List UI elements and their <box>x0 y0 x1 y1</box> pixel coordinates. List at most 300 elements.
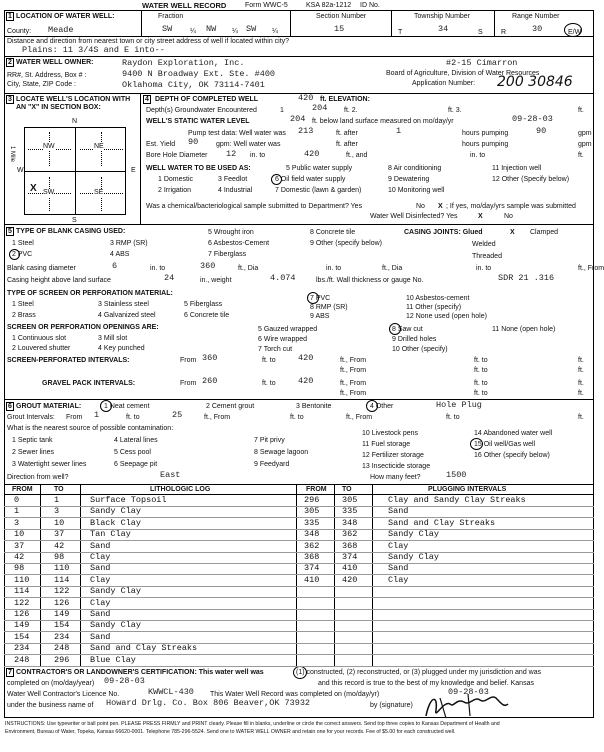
well-location-mark: X <box>30 183 37 194</box>
plug-from: 362 <box>304 540 320 551</box>
groundwater-ft3: ft. 3. <box>448 107 462 114</box>
source-option: 10 Livestock pens <box>362 430 419 437</box>
casing-type: 6 Asbestos-Cement <box>208 240 270 247</box>
ft-to: ft. to <box>474 390 488 397</box>
plug-description: Sandy Clay <box>388 552 440 562</box>
ft-from: ft., From <box>340 380 367 387</box>
circle-mark <box>307 292 319 304</box>
divider <box>4 56 594 57</box>
ft-to: ft. to <box>474 367 488 374</box>
grout-to: 25 <box>172 410 183 420</box>
pump-hours: 1 <box>396 126 402 136</box>
use-option: 4 Industrial <box>218 187 253 194</box>
grout-neat-cement: 1 Neat cement <box>104 403 150 410</box>
casing-type: 3 RMP (SR) <box>110 240 148 247</box>
business-label: under the business name of <box>7 702 94 709</box>
use-option: 5 Public water supply <box>286 165 353 172</box>
chem-tail: ; If yes, mo/day/yrs sample was submitted <box>446 203 576 210</box>
circle-mark <box>366 400 378 412</box>
casing-depth: 360 <box>200 261 216 271</box>
circle-mark <box>293 666 307 679</box>
plug-description: Clay and Sandy Clay Streaks <box>388 495 526 505</box>
feet-value: 1500 <box>446 470 467 480</box>
county-value: Meade <box>48 25 74 35</box>
perforated-label: SCREEN-PERFORATED INTERVALS: <box>7 357 130 364</box>
grout-other: 4 Other <box>370 403 394 410</box>
record-date: 09-28-03 <box>448 687 489 697</box>
ft-and: ft., and <box>346 152 368 159</box>
log-row <box>6 632 296 642</box>
casing-type: 4 ABS <box>110 251 130 258</box>
east-label: E <box>131 167 136 174</box>
plug-from: 305 <box>304 506 320 517</box>
casing-type: 1 Steel <box>12 240 34 247</box>
log-row <box>6 598 296 608</box>
application-label: Application Number: <box>412 80 476 87</box>
log-from: 248 <box>14 654 30 665</box>
ft-from: ft., From <box>340 390 367 397</box>
grout-option: 2 Cement grout <box>206 403 255 410</box>
circle-mark <box>9 249 20 260</box>
log-from: 122 <box>14 597 30 608</box>
plug-to: 305 <box>342 495 358 505</box>
plug-from: 368 <box>304 552 320 562</box>
form-number: Form WWC-5 <box>245 2 288 9</box>
quarter-mark: ¼ <box>190 28 196 35</box>
gravel-from: 260 <box>202 376 218 386</box>
plug-to-header: TO <box>342 486 352 493</box>
log-to: 37 <box>54 529 65 540</box>
use-option: 11 Injection well <box>492 165 542 172</box>
disinfected-mark: X <box>478 213 483 220</box>
fraction-1: SW <box>162 24 173 34</box>
plug-to: 368 <box>342 540 358 551</box>
log-to: 114 <box>54 574 70 585</box>
disinfected-question: Water Well Disinfected? Yes <box>370 213 458 220</box>
feet-label: How many feet? <box>370 474 421 481</box>
ft-dia: ft., Dia <box>238 265 259 272</box>
instructions-line-1: INSTRUCTIONS: Use typewriter or ball point pen. PLEASE PRESS FIRMLY and PRINT clearly. Please fill in blanks, underline or circle the correct answers. Send top three copies to Kansas Department of Health and <box>5 721 500 727</box>
ft-from: ft., From <box>340 367 367 374</box>
to-label: ft. to <box>126 414 140 421</box>
owner-city: Oklahoma City, OK 73114-7401 <box>122 80 265 90</box>
plug-from: 374 <box>304 563 320 574</box>
log-to: 248 <box>54 643 70 654</box>
ft-label: ft. <box>578 414 584 421</box>
circle-mark <box>389 323 401 335</box>
business-name: Howard Drlg. Co. Box 806 Beaver,OK 73932 <box>106 698 311 708</box>
source-option: 7 Pit privy <box>254 437 285 444</box>
plug-to: 362 <box>342 529 358 540</box>
ft-from: ft., From <box>340 357 367 364</box>
grout-option: 3 Bentonite <box>296 403 332 410</box>
gpm-label: gpm <box>578 130 592 137</box>
plug-row <box>296 575 592 585</box>
screen-type: 9 ABS <box>310 313 330 320</box>
fraction-2: NW <box>206 24 217 34</box>
range-number: 30 <box>532 24 543 34</box>
to-label: ft. to <box>446 414 460 421</box>
plug-from: 410 <box>304 574 320 585</box>
opening-type: 6 Wire wrapped <box>258 336 308 343</box>
log-to: 42 <box>54 540 65 551</box>
groundwater-value: 204 <box>312 103 328 113</box>
plug-row <box>296 518 592 528</box>
log-from: 1 <box>14 506 20 517</box>
use-option: 9 Dewatering <box>388 176 430 183</box>
pump-test-label: Pump test data: Well water was <box>188 130 286 137</box>
completed-date: 09-28-03 <box>104 676 145 686</box>
quarter-mark: ¼ <box>232 28 238 35</box>
in-to: in. to <box>326 265 342 272</box>
signature <box>420 687 512 722</box>
screen-type: 12 None used (open hole) <box>406 313 487 320</box>
log-to-header: TO <box>54 486 64 493</box>
casing-joints: CASING JOINTS: Glued <box>404 229 483 236</box>
log-to: 149 <box>54 609 70 619</box>
plug-to: 420 <box>342 574 358 585</box>
in-to: in. to <box>476 265 492 272</box>
log-description: Clay <box>90 574 111 585</box>
screen-type: 6 Concrete tile <box>184 312 230 319</box>
screen-type: 8 RMP (SR) <box>310 304 348 311</box>
section-5-number: 5 <box>6 227 14 236</box>
log-description: Blue Clay <box>90 654 136 665</box>
ft-from: ft., From <box>204 414 231 421</box>
fraction-3: SW <box>246 24 257 34</box>
pump-after: ft. after <box>336 141 358 148</box>
pump-gpm: 90 <box>536 126 547 136</box>
owner-name: Raydon Exploration, Inc. <box>122 58 245 68</box>
pump-value: 213 <box>298 126 314 136</box>
elevation-label: ft. ELEVATION: <box>320 96 370 103</box>
certification-options: (1) constructed, (2) reconstructed, or (3) plugged under my jurisdiction and was <box>296 669 542 676</box>
ft-label: ft. <box>578 380 584 387</box>
opening-type: 5 Gauzed wrapped <box>258 326 318 333</box>
section-3-title-2: AN "X" IN SECTION BOX: <box>16 104 101 111</box>
log-row <box>6 541 296 551</box>
log-from: 234 <box>14 643 30 654</box>
screen-type: 2 Brass <box>12 312 36 319</box>
section-3-number: 3 <box>6 95 14 104</box>
grout-other-value: Hole Plug <box>436 400 482 410</box>
grout-interval-label: Grout Intervals: <box>7 414 55 421</box>
hours-pumping: hours pumping <box>462 141 509 148</box>
log-to: 234 <box>54 631 70 642</box>
quadrant-ne: NE <box>94 143 104 150</box>
section-number: 15 <box>334 24 345 34</box>
direction-value: East <box>160 470 181 480</box>
south-label: S <box>72 217 77 224</box>
use-option: 8 Air conditioning <box>388 165 442 172</box>
casing-type: 8 Concrete tile <box>310 229 356 236</box>
log-to: 98 <box>54 552 65 562</box>
plug-from: 335 <box>304 517 320 528</box>
plug-from-header: FROM <box>306 486 327 493</box>
log-row <box>6 575 296 585</box>
opening-type: 7 Torch cut <box>258 346 293 353</box>
section-3-title: LOCATE WELL'S LOCATION WITH <box>16 96 131 103</box>
section-2-number: 2 <box>6 58 14 67</box>
opening-type: 1 Continuous slot <box>12 335 67 342</box>
est-yield: 90 <box>188 137 199 147</box>
log-description: Surface Topsoil <box>90 495 167 505</box>
gpm-label: gpm <box>578 141 592 148</box>
divider <box>4 484 594 485</box>
row-divider <box>4 666 594 667</box>
source-option-oil-gas: 15 Oil well/Gas well <box>474 441 536 448</box>
log-row <box>6 655 296 665</box>
log-from: 154 <box>14 631 30 642</box>
log-description: Sandy Clay <box>90 506 142 517</box>
range-ew: E/W <box>568 29 582 36</box>
screen-type: 11 Other (specify) <box>406 304 462 311</box>
record-completed-label: This Water Well Record was completed on (mo/day/yr) <box>210 691 380 698</box>
certification-label: CONTRACTOR'S OR LANDOWNER'S CERTIFICATION: This water well was <box>16 669 264 676</box>
casing-height-label: Casing height above land surface <box>7 277 111 284</box>
log-description: Sandy Clay <box>90 620 142 631</box>
log-to: 1 <box>54 495 60 505</box>
casing-weight: 4.074 <box>270 273 296 283</box>
depth-value: 420 <box>298 93 314 103</box>
divider <box>391 10 392 36</box>
circle-mark <box>100 400 112 412</box>
ft-label: ft. <box>578 152 584 159</box>
township-s: S <box>478 29 483 36</box>
log-from: 0 <box>14 495 20 505</box>
from-label: From <box>180 380 197 387</box>
fraction-label: Fraction <box>158 13 184 20</box>
plug-row <box>296 552 592 562</box>
distance-label: Distance and direction from nearest town or city street address of well if located within city? <box>7 38 290 45</box>
est-yield-label: Est. Yield <box>146 141 176 148</box>
hours-pumping: hours pumping <box>462 130 509 137</box>
log-to: 110 <box>54 563 70 574</box>
to-label: ft. to <box>290 414 304 421</box>
quadrant-nw: NW <box>43 143 55 150</box>
log-from-header: FROM <box>12 486 33 493</box>
log-to: 10 <box>54 517 65 528</box>
plug-description: Clay <box>388 540 409 551</box>
ft-from: ft., From <box>346 414 373 421</box>
screen-title: TYPE OF SCREEN OR PERFORATION MATERIAL: <box>7 290 173 297</box>
plug-from: 296 <box>304 495 320 505</box>
circle-mark <box>564 23 582 37</box>
static-level-label: WELL'S STATIC WATER LEVEL <box>146 118 250 125</box>
screen-type: 4 Galvanized steel <box>98 312 156 319</box>
source-option: 1 Septic tank <box>12 437 53 444</box>
chem-sample-question: Was a chemical/bacteriological sample submitted to Department? Yes <box>146 203 363 210</box>
log-from: 149 <box>14 620 30 631</box>
log-description: Sand <box>90 563 111 574</box>
log-row <box>6 495 296 505</box>
opening-type-saw-cut: 8 Saw cut <box>392 326 423 333</box>
no-mark: X <box>438 203 443 210</box>
plug-description: Sand <box>388 563 409 574</box>
section-4-number: 4 <box>143 95 151 104</box>
bore-depth: 420 <box>304 149 320 159</box>
bore-label: Bore Hole Diameter <box>146 152 208 159</box>
plug-to: 410 <box>342 563 358 574</box>
static-date: 09-28-03 <box>512 114 553 124</box>
no-label: No <box>416 203 425 210</box>
city-label: City, State, ZIP Code : <box>7 81 76 88</box>
log-description: Sand and Clay Streaks <box>90 643 198 654</box>
licence-label: Water Well Contractor's Licence No. <box>7 691 120 698</box>
screen-type: 10 Asbestos-cement <box>406 295 470 302</box>
log-row <box>6 552 296 562</box>
casing-type: 7 Fiberglass <box>208 251 247 258</box>
ft-dia: ft., Dia <box>382 265 403 272</box>
divider <box>4 224 594 225</box>
log-row <box>6 563 296 573</box>
use-option: 1 Domestic <box>158 176 194 183</box>
log-description: Sand <box>90 609 111 619</box>
divider <box>141 10 142 36</box>
ft-label: ft. <box>578 357 584 364</box>
opening-type: 11 None (open hole) <box>492 326 556 333</box>
static-level: 204 <box>290 114 306 124</box>
log-description: Clay <box>90 597 111 608</box>
completed-label: completed on (mo/day/year) <box>7 680 95 687</box>
log-from: 114 <box>14 586 30 597</box>
source-option: 3 Watertight sewer lines <box>12 461 87 468</box>
source-option: 6 Seepage pit <box>114 461 158 468</box>
casing-type: 5 Wrought iron <box>208 229 254 236</box>
log-from: 3 <box>14 517 20 528</box>
divider <box>4 399 594 400</box>
plug-to: 348 <box>342 517 358 528</box>
log-from: 42 <box>14 552 25 562</box>
groundwater-1: 1 <box>280 107 284 114</box>
gauge-value: SDR 21 .316 <box>498 273 555 283</box>
opening-type: 3 Mill slot <box>98 335 128 342</box>
ft-label: ft. <box>578 367 584 374</box>
log-row <box>6 620 296 630</box>
section-1-number: 1 <box>6 12 14 21</box>
log-from: 126 <box>14 609 30 619</box>
grout-from: 1 <box>94 410 100 420</box>
casing-type: 9 Other (specify below) <box>310 240 382 247</box>
screen-type: 5 Fiberglass <box>184 301 223 308</box>
log-to: 296 <box>54 654 70 665</box>
plug-from: 348 <box>304 529 320 540</box>
plug-description: Sand and Clay Streaks <box>388 517 496 528</box>
grout-title: GROUT MATERIAL: <box>16 403 82 410</box>
owner-address: 9400 N Broadway Ext. Ste. #400 <box>122 69 276 79</box>
log-description: Clay <box>90 552 111 562</box>
signature-label: by (signature) <box>370 702 413 709</box>
gpm-ww: gpm: Well water was <box>216 141 281 148</box>
use-option: 12 Other (Specify below) <box>492 176 570 183</box>
static-level-tail: ft. below land surface measured on mo/day/yr <box>312 118 454 125</box>
perf-to: 420 <box>298 353 314 363</box>
log-to: 154 <box>54 620 70 631</box>
in-to: in. to <box>250 152 266 159</box>
plug-description: Clay <box>388 574 409 585</box>
address-label: RR#, St. Address, Box # : <box>7 72 87 79</box>
clamped-label: Clamped <box>530 229 559 236</box>
screen-type: 1 Steel <box>12 301 34 308</box>
use-label: WELL WATER TO BE USED AS: <box>146 165 251 172</box>
depth-label: DEPTH OF COMPLETED WELL <box>155 96 259 103</box>
township-number: 34 <box>438 24 449 34</box>
casing-type-pvc: 2 PVC <box>12 251 33 258</box>
log-row <box>6 506 296 516</box>
township-t: T <box>398 29 403 36</box>
log-row <box>6 609 296 619</box>
groundwater-ft: ft. <box>578 107 584 114</box>
licence-number: KWWCL-430 <box>148 687 194 697</box>
wall-thickness-label: lbs./ft. Wall thickness or gauge No. <box>316 277 424 284</box>
plug-to: 335 <box>342 506 358 517</box>
opening-type: 10 Other (specify) <box>392 346 448 353</box>
plug-row <box>296 563 592 573</box>
joints-mark: X <box>510 229 515 236</box>
certification-tail: and this record is true to the best of my knowledge and belief. Kansas <box>318 680 534 687</box>
quadrant-se: SE <box>94 189 104 196</box>
log-description: Sand <box>90 540 111 551</box>
casing-height: 24 <box>164 273 175 283</box>
id-label: ID No. <box>360 2 380 9</box>
log-row <box>6 529 296 539</box>
ft-label: ft. <box>578 390 584 397</box>
lithologic-header: LITHOLOGIC LOG <box>150 486 211 493</box>
opening-type: 9 Drilled holes <box>392 336 437 343</box>
county-label: County: <box>7 28 32 35</box>
plug-to: 374 <box>342 552 358 562</box>
quadrant-sw: SW <box>43 189 55 196</box>
application-number: 200 30846 <box>497 74 573 90</box>
north-label: N <box>72 118 78 125</box>
log-from: 110 <box>14 574 30 585</box>
casing-dia-label: Blank casing diameter <box>7 265 76 272</box>
source-option: 16 Other (specify below) <box>474 452 550 459</box>
township-label: Township Number <box>414 13 471 20</box>
form-title: WATER WELL RECORD <box>142 1 227 10</box>
opening-type: 2 Louvered shutter <box>12 345 71 352</box>
divider <box>4 36 594 37</box>
bore-diameter: 12 <box>226 149 237 159</box>
ft-label: ft., From <box>578 265 604 272</box>
opening-type: 4 Key punched <box>98 345 145 352</box>
pump-after: ft. after <box>336 130 358 137</box>
board-label: Board of Agriculture, Division of Water Resources <box>386 70 540 77</box>
divider <box>24 171 126 172</box>
from-label: From <box>180 357 197 364</box>
distance-value: Plains: 11 3/4S and E into-- <box>22 45 165 55</box>
groundwater-label: Depth(s) Groundwater Encountered <box>146 107 257 114</box>
plug-description: Sandy Clay <box>388 529 440 540</box>
disinfected-no: No <box>504 213 513 220</box>
divider <box>290 10 291 36</box>
log-to: 126 <box>54 597 70 608</box>
source-option: 4 Lateral lines <box>114 437 158 444</box>
log-row <box>6 643 296 653</box>
to-label: ft. to <box>262 380 276 387</box>
ksa-ref: KSA 82a-1212 <box>306 2 352 9</box>
openings-title: SCREEN OR PERFORATION OPENINGS ARE: <box>7 324 159 331</box>
mile-label: 1 Mile <box>9 145 16 163</box>
use-option: 3 Feedlot <box>218 176 248 183</box>
log-from: 37 <box>14 540 25 551</box>
plug-description: Sand <box>388 506 409 517</box>
plugging-header: PLUGGING INTERVALS <box>428 486 507 493</box>
to-label: ft. to <box>262 357 276 364</box>
circle-mark <box>271 174 282 185</box>
log-from: 10 <box>14 529 25 540</box>
log-description: Tan Clay <box>90 529 131 540</box>
